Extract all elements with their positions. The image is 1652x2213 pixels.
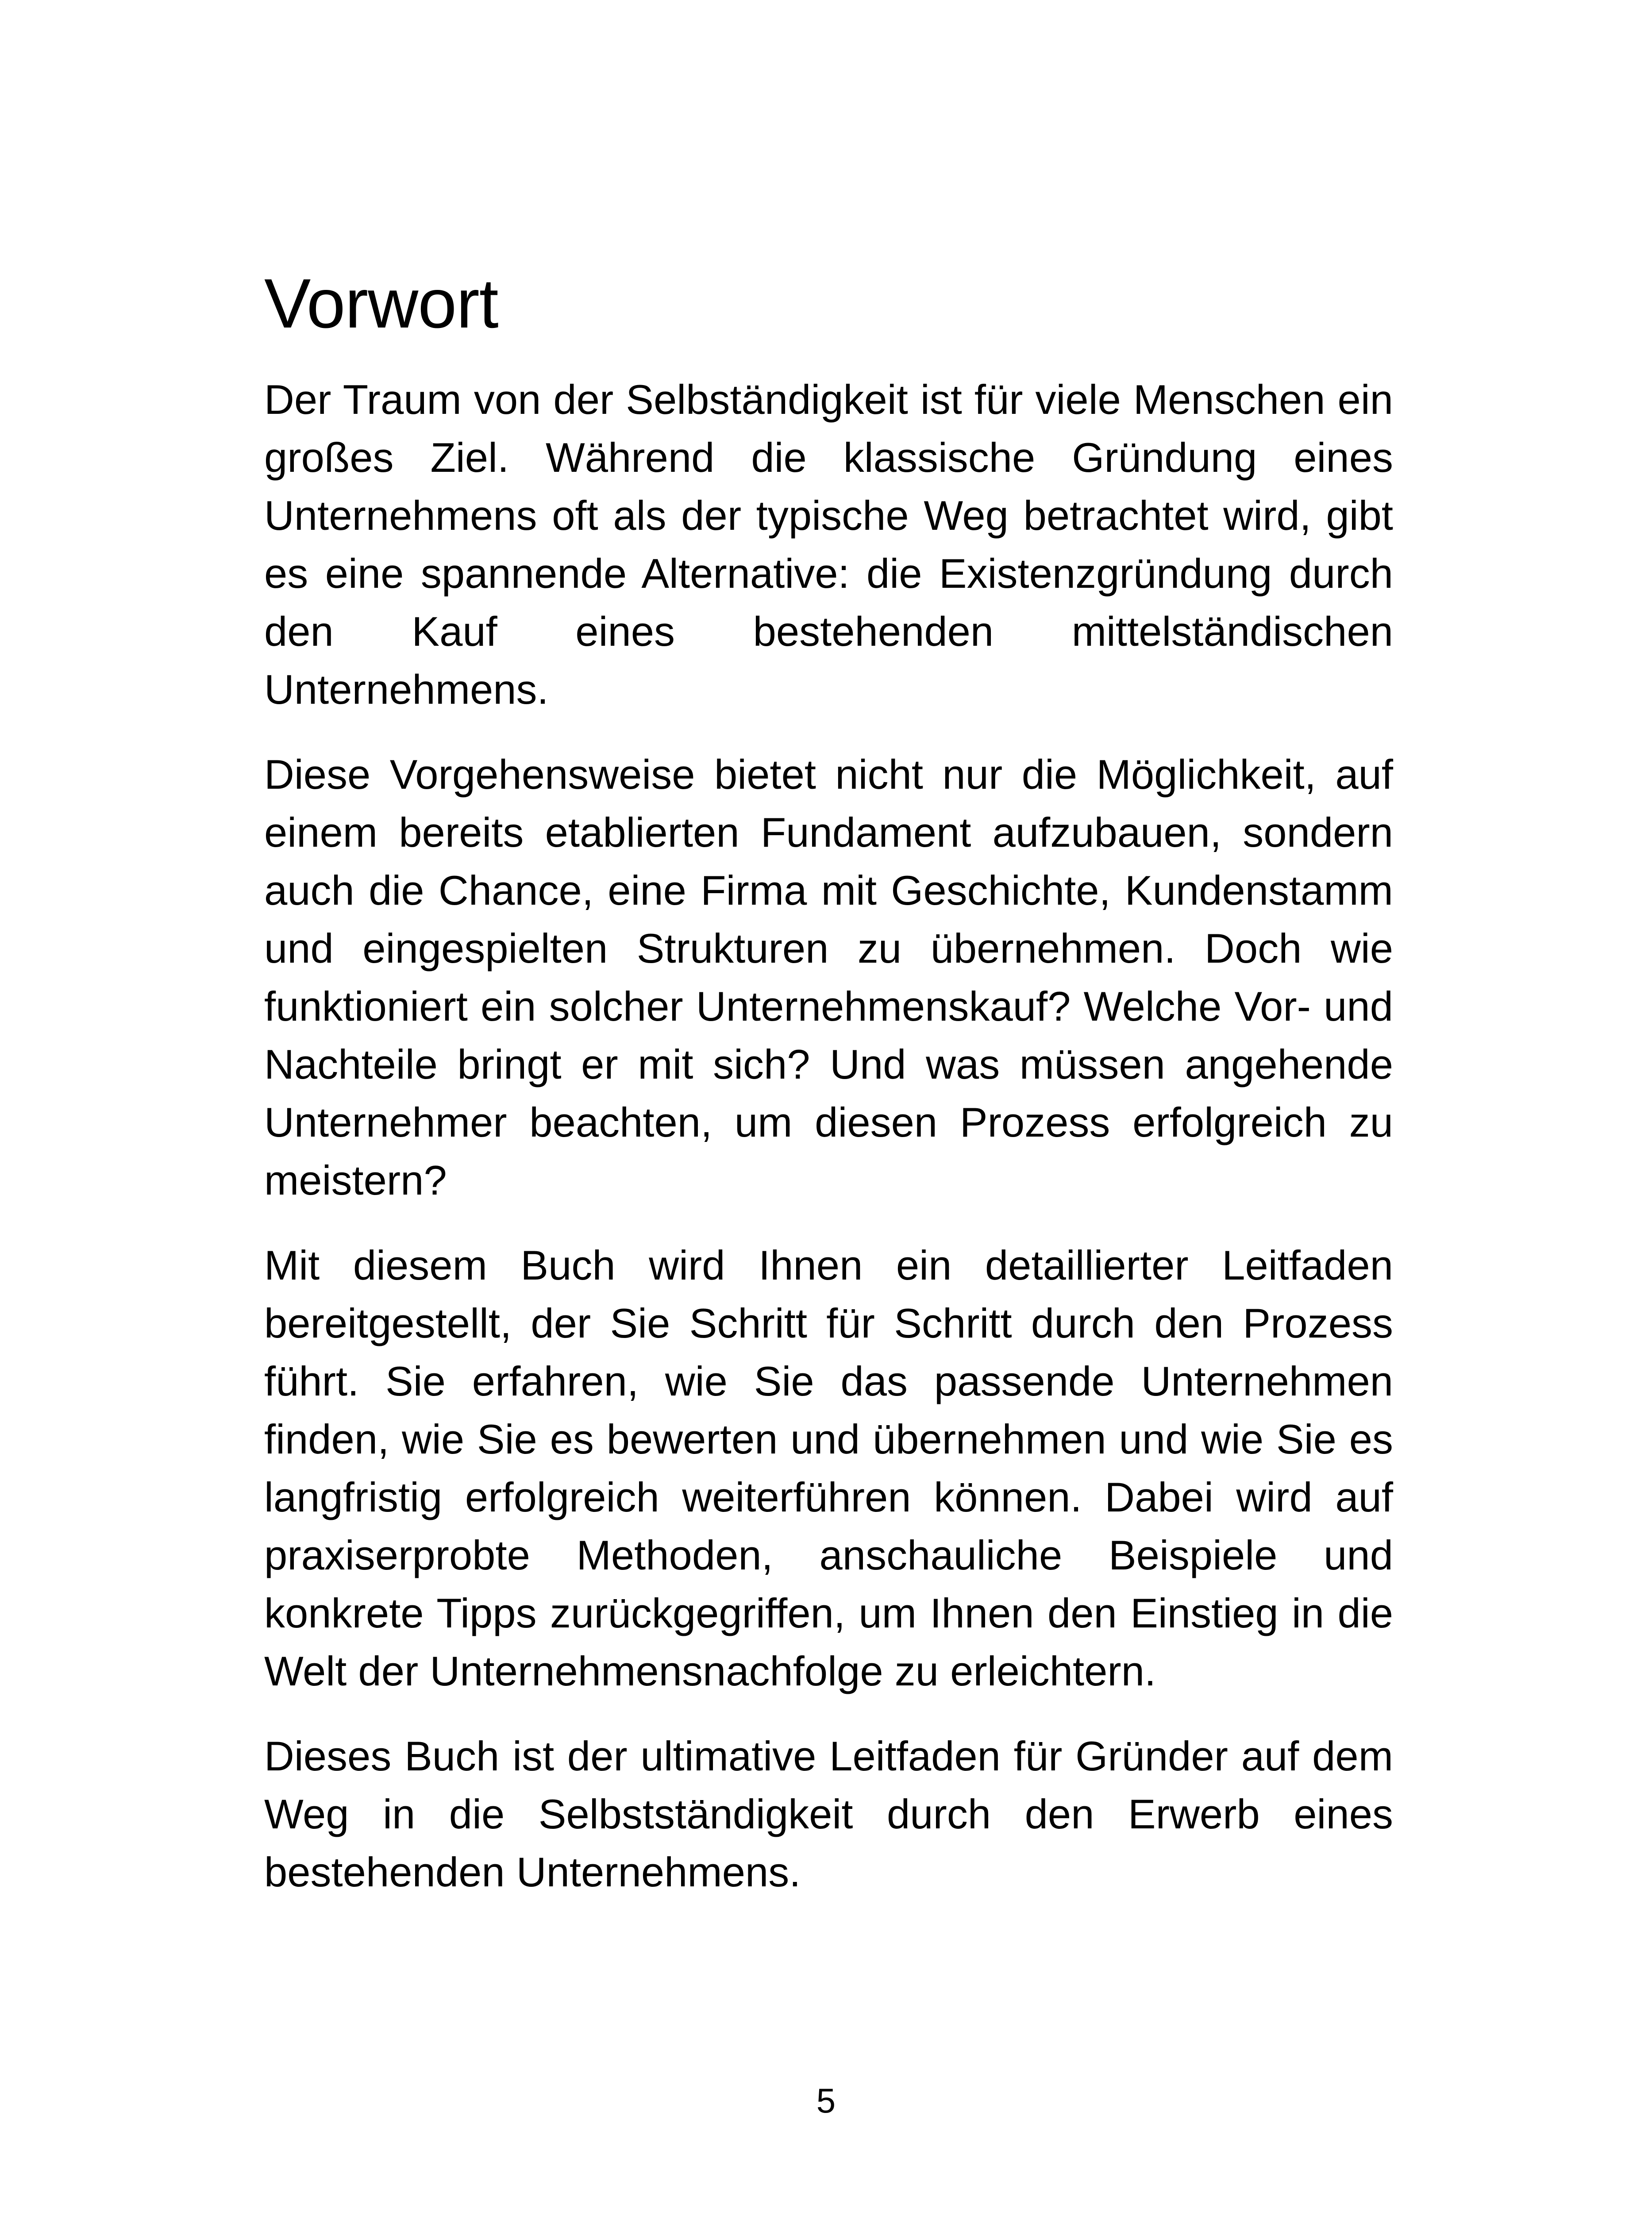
chapter-title: Vorwort <box>264 265 498 343</box>
paragraph-1: Der Traum von der Selbständigkeit ist für viele Menschen ein großes Ziel. Während die klassische Gründung eines Unternehmens oft als der typische Weg betrachtet wird, gibt es eine spannende Alternative: die Existenzgründung durch den Kauf eines bestehenden mittelständischen Unternehmens. <box>264 376 1393 713</box>
page-number: 5 <box>816 2081 836 2120</box>
paragraph-4: Dieses Buch ist der ultimative Leitfaden für Gründer auf dem Weg in die Selbstständigkeit durch den Erwerb eines bestehenden Unternehmens. <box>264 1732 1393 1895</box>
paragraph-2: Diese Vorgehensweise bietet nicht nur die Möglichkeit, auf einem bereits etablierten Fundament aufzubauen, sondern auch die Chance, eine Firma mit Geschichte, Kundenstamm und eingespielten Strukturen zu übernehmen. Doch wie funktioniert ein solcher Unternehmenskauf? Welche Vor- und Nachteile bringt er mit sich? Und was müssen angehende Unternehmer beachten, um diesen Prozess erfolgreich zu meistern? <box>264 751 1393 1203</box>
page-content <box>264 265 1393 1928</box>
paragraph-3: Mit diesem Buch wird Ihnen ein detaillierter Leitfaden bereitgestellt, der Sie Schritt für Schritt durch den Prozess führt. Sie erfahren, wie Sie das passende Unternehmen finden, wie Sie es bewerten und übernehmen und wie Sie es langfristig erfolgreich weiterführen können. Dabei wird auf praxiserprobte Methoden, anschauliche Beispiele und konkrete Tipps zurückgegriffen, um Ihnen den Einstieg in die Welt der Unternehmensnachfolge zu erleichtern. <box>264 1241 1393 1694</box>
